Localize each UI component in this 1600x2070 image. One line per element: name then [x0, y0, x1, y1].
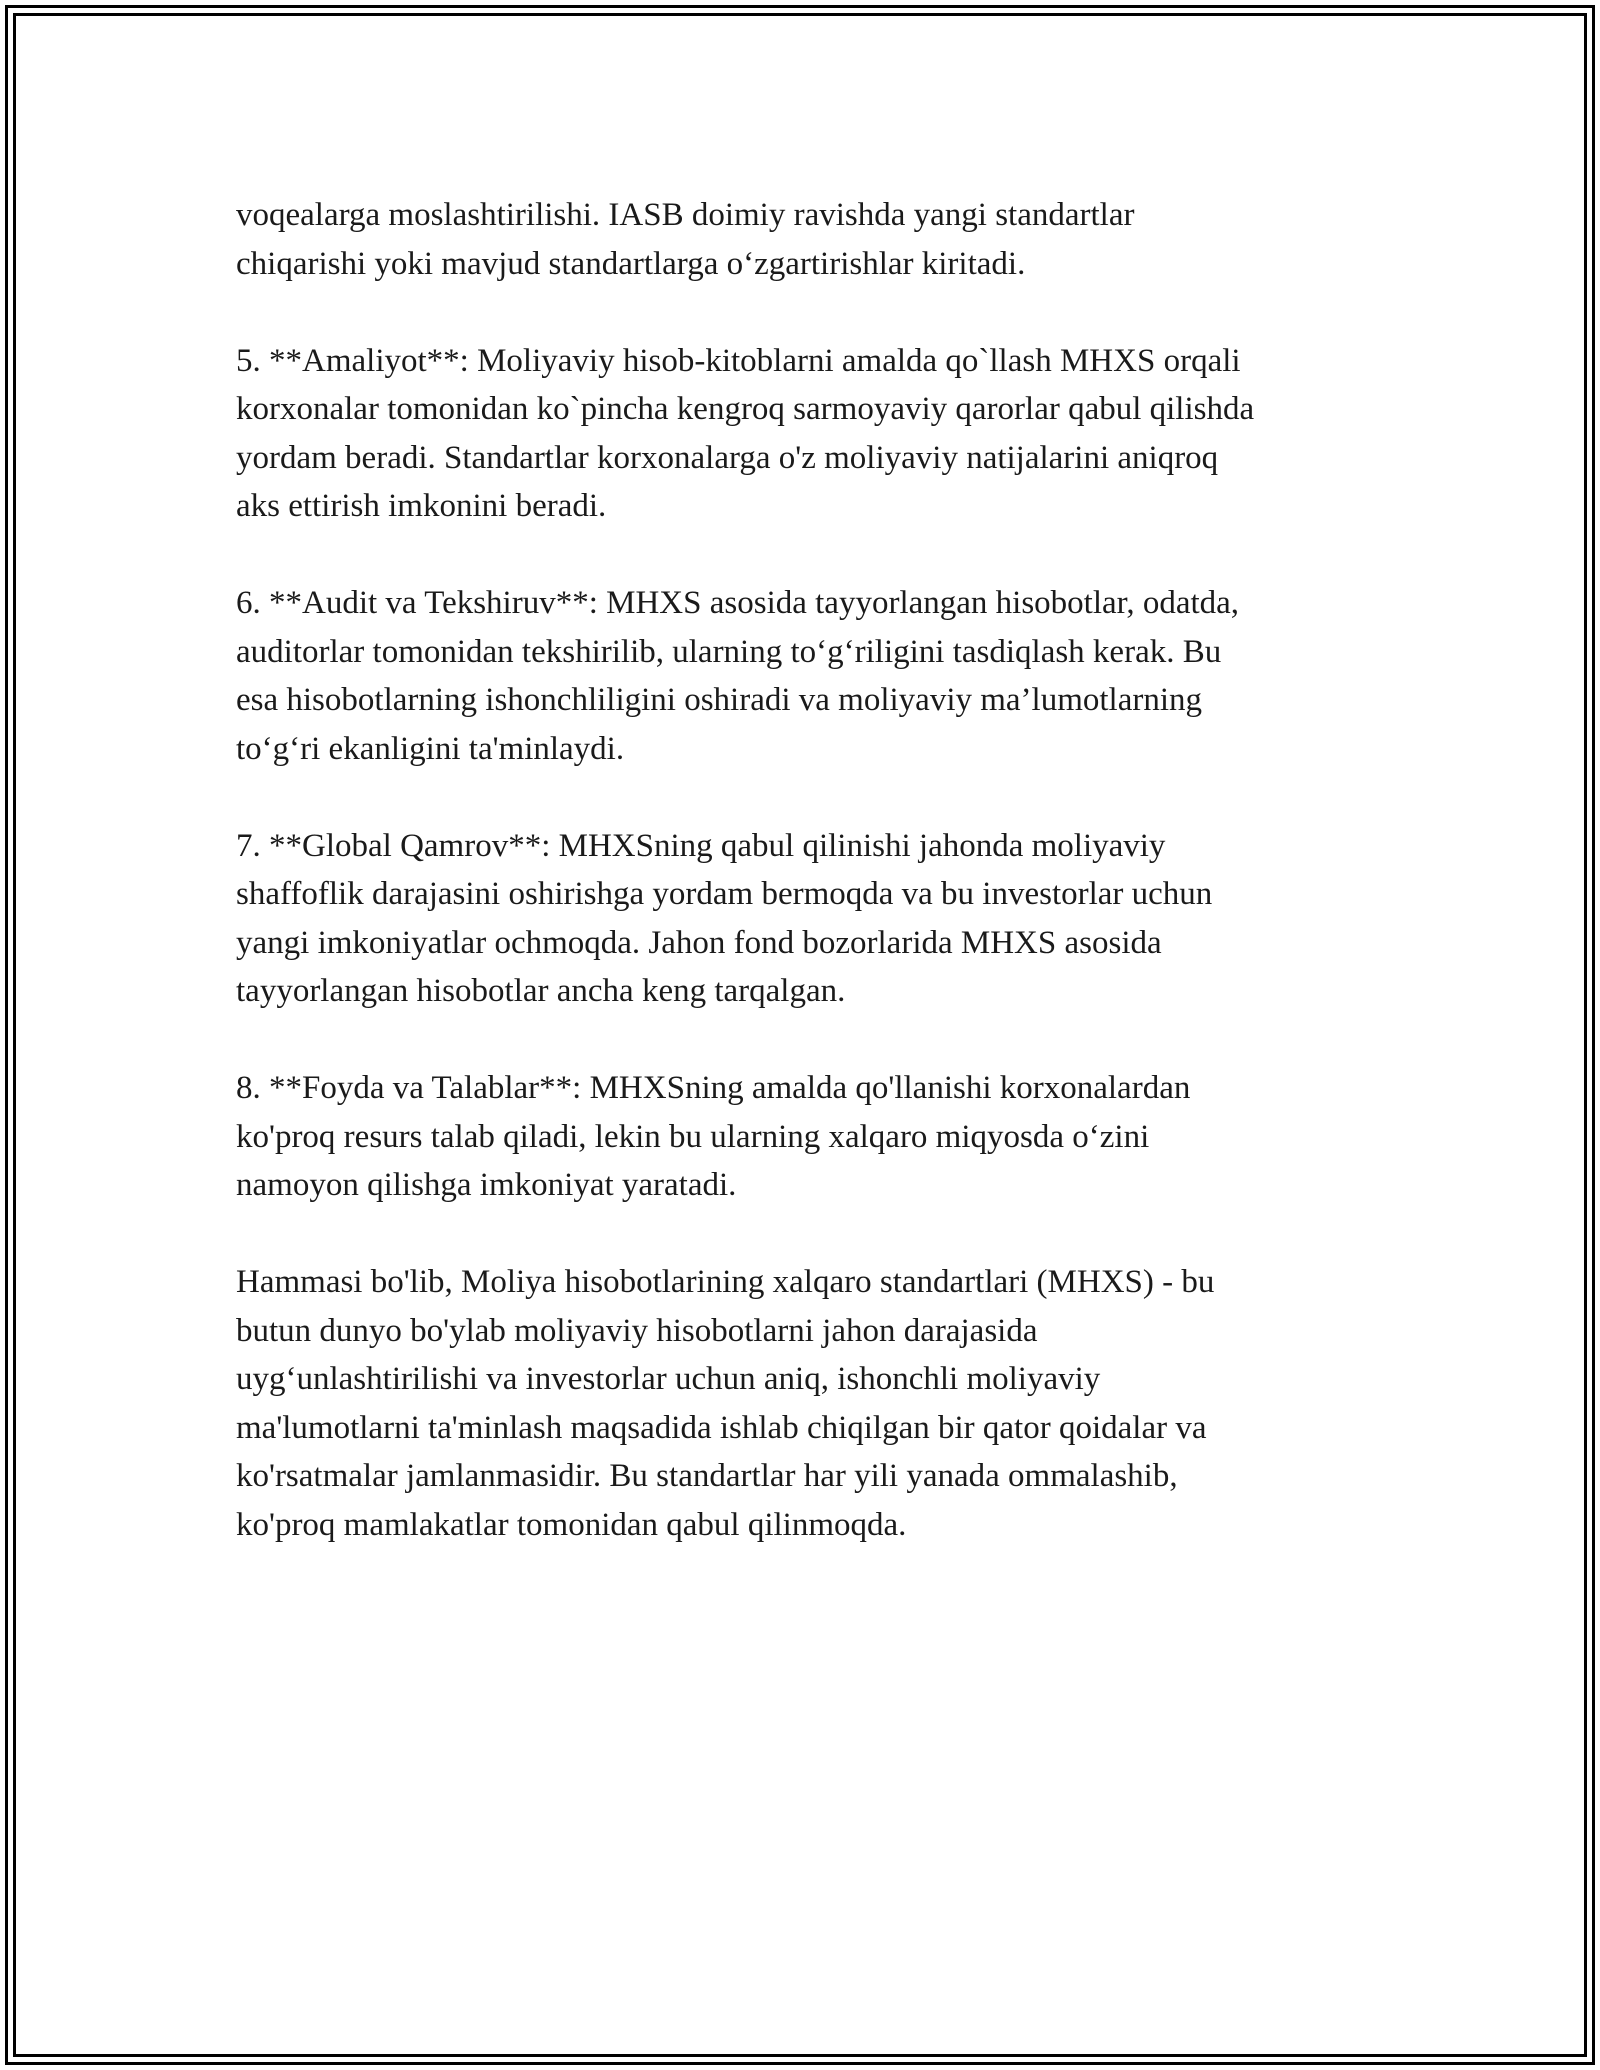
text-line: ko'proq mamlakatlar tomonidan qabul qilinmoqda. — [236, 1506, 907, 1543]
paragraph-item-8-foyda — [236, 1064, 1396, 1210]
text-line: butun dunyo bo'ylab moliyaviy hisobotlarni jahon darajasida — [236, 1312, 1038, 1349]
text-line: namoyon qilishga imkoniyat yaratadi. — [236, 1167, 737, 1203]
text-line: 5. **Amaliyot**: Moliyaviy hisob-kitoblarni amalda qo`llash MHXS orqali — [236, 342, 1241, 379]
text-line: 6. **Audit va Tekshiruv**: MHXS asosida tayyorlangan hisobotlar, odatda, — [236, 585, 1240, 621]
text-line: yordam beradi. Standartlar korxonalarga o'z moliyaviy natijalarini aniqroq — [236, 439, 1219, 476]
text-line: tayyorlangan hisobotlar ancha keng tarqalgan. — [236, 973, 846, 1009]
paragraph-intro-continuation — [236, 191, 1396, 288]
text-line: 8. **Foyda va Talablar**: MHXSning amalda qo'llanishi korxonalardan — [236, 1070, 1191, 1106]
text-line: voqealarga moslashtirilishi. IASB doimiy ravishda yangi standartlar — [236, 197, 1135, 233]
paragraph-item-5-amaliyot — [236, 337, 1396, 531]
text-line: auditorlar tomonidan tekshirilib, ularning to‘g‘riligini tasdiqlash kerak. Bu — [236, 633, 1222, 670]
text-line: chiqarishi yoki mavjud standartlarga o‘zgartirishlar kiritadi. — [236, 245, 1026, 282]
text-line: yangi imkoniyatlar ochmoqda. Jahon fond bozorlarida MHXS asosida — [236, 924, 1162, 961]
text-line: esa hisobotlarning ishonchliligini oshiradi va moliyaviy ma’lumotlarning — [236, 682, 1203, 718]
text-line: ko'proq resurs talab qiladi, lekin bu ularning xalqaro miqyosda o‘zini — [236, 1118, 1150, 1155]
text-line: 7. **Global Qamrov**: MHXSning qabul qilinishi jahonda moliyaviy — [236, 827, 1166, 864]
document-body — [236, 191, 1396, 1598]
text-line: aks ettirish imkonini beradi. — [236, 488, 607, 524]
paragraph-item-7-global-qamrov — [236, 822, 1396, 1016]
paragraph-conclusion — [236, 1258, 1396, 1549]
text-line: to‘g‘ri ekanligini ta'minlaydi. — [236, 730, 625, 767]
text-line: ko'rsatmalar jamlanmasidir. Bu standartlar har yili yanada ommalashib, — [236, 1458, 1178, 1494]
text-line: korxonalar tomonidan ko`pincha kengroq sarmoyaviy qarorlar qabul qilishda — [236, 391, 1255, 427]
text-line: Hammasi bo'lib, Moliya hisobotlarining xalqaro standartlari (MHXS) - bu — [236, 1264, 1215, 1300]
text-line: uyg‘unlashtirilishi va investorlar uchun aniq, ishonchli moliyaviy — [236, 1361, 1101, 1397]
paragraph-item-6-audit — [236, 579, 1396, 773]
text-line: shaffoflik darajasini oshirishga yordam bermoqda va bu investorlar uchun — [236, 876, 1213, 912]
text-line: ma'lumotlarni ta'minlash maqsadida ishlab chiqilgan bir qator qoidalar va — [236, 1409, 1207, 1446]
